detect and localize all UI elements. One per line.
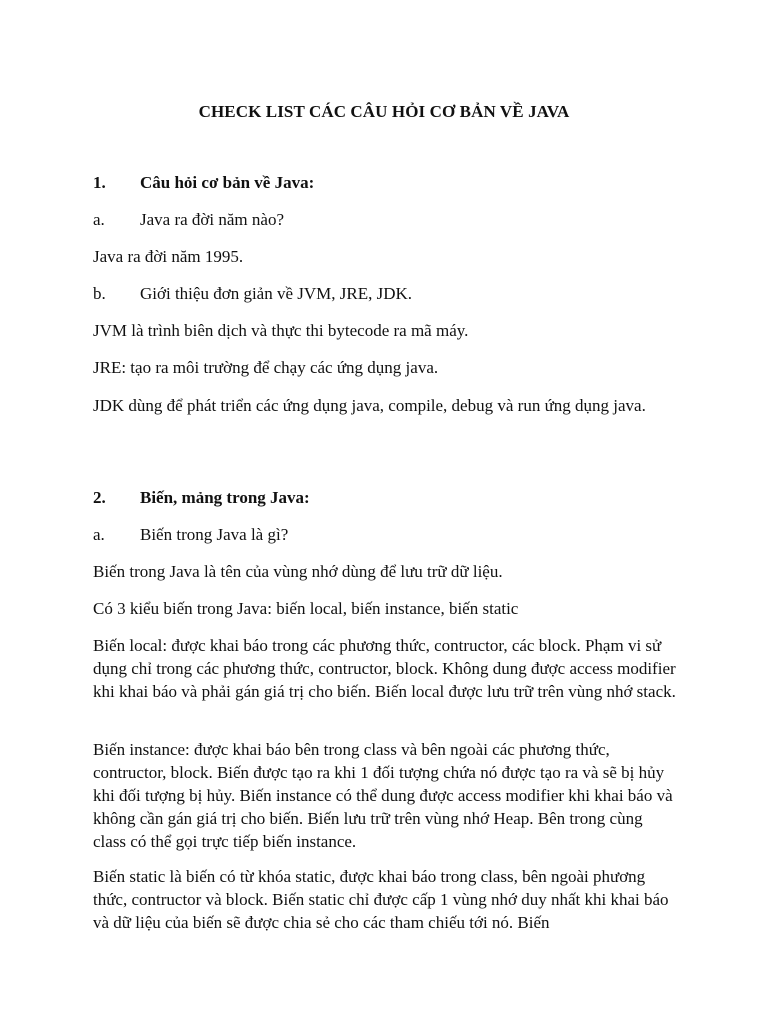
question-1b <box>93 282 678 305</box>
answer-1b-jdk: JDK dùng để phát triển các ứng dụng java, compile, debug và run ứng dụng java. <box>93 396 646 415</box>
question-1a-text: Java ra đời năm nào? <box>140 210 284 229</box>
question-2a-label: a. <box>93 525 105 544</box>
question-1b-text: Giới thiệu đơn giản về JVM, JRE, JDK. <box>140 284 413 303</box>
question-2a <box>93 523 678 546</box>
question-2a-text: Biến trong Java là gì? <box>140 525 289 544</box>
section-2-heading <box>93 486 678 509</box>
question-1b-label: b. <box>93 284 106 303</box>
document-title: CHECK LIST CÁC CÂU HỎI CƠ BẢN VỀ JAVA <box>198 102 570 121</box>
section-1-number: 1. <box>93 173 106 192</box>
answer-1b-jre: JRE: tạo ra môi trường để chạy các ứng dụng java. <box>93 358 439 377</box>
section-2-number: 2. <box>93 488 106 507</box>
section-1-heading <box>93 171 678 194</box>
answer-1a: Java ra đời năm 1995. <box>93 247 244 266</box>
section-2-title: Biến, mảng trong Java: <box>140 488 310 507</box>
answer-2a-instance-variable: Biến instance: được khai báo bên trong class và bên ngoài các phương thức, contructor, block. Biến được tạo ra khi 1 đối tượng chứa nó được tạo ra và sẽ bị hủy khi đối tượng bị hủy. Biến instance có thể dung được access modifier khi khai báo và không cần gán giá trị cho biến. Biến lưu trữ trên vùng nhớ Heap. Bên trong cùng class có thể gọi trực tiếp biến instance. <box>93 740 673 851</box>
answer-1b-jvm: JVM là trình biên dịch và thực thi bytecode ra mã máy. <box>93 321 469 340</box>
section-1-title: Câu hỏi cơ bản về Java: <box>140 173 315 192</box>
question-1a-label: a. <box>93 210 105 229</box>
question-1a <box>93 208 678 231</box>
answer-2a-variable-kinds: Có 3 kiểu biến trong Java: biến local, biến instance, biến static <box>93 599 519 618</box>
answer-2a-definition: Biến trong Java là tên của vùng nhớ dùng để lưu trữ dữ liệu. <box>93 562 503 581</box>
answer-2a-static-variable: Biến static là biến có từ khóa static, được khai báo trong class, bên ngoài phương thức, contructor và block. Biến static chỉ được cấp 1 vùng nhớ duy nhất khi khai báo và dữ liệu của biến sẽ được chia sẻ cho các tham chiếu tới nó. Biến <box>93 867 669 932</box>
answer-2a-local-variable: Biến local: được khai báo trong các phương thức, contructor, các block. Phạm vi sử dụng chỉ trong các phương thức, contructor, block. Không dung được access modifier khi khai báo và phải gán giá trị cho biến. Biến local được lưu trữ trên vùng nhớ stack. <box>93 636 676 701</box>
